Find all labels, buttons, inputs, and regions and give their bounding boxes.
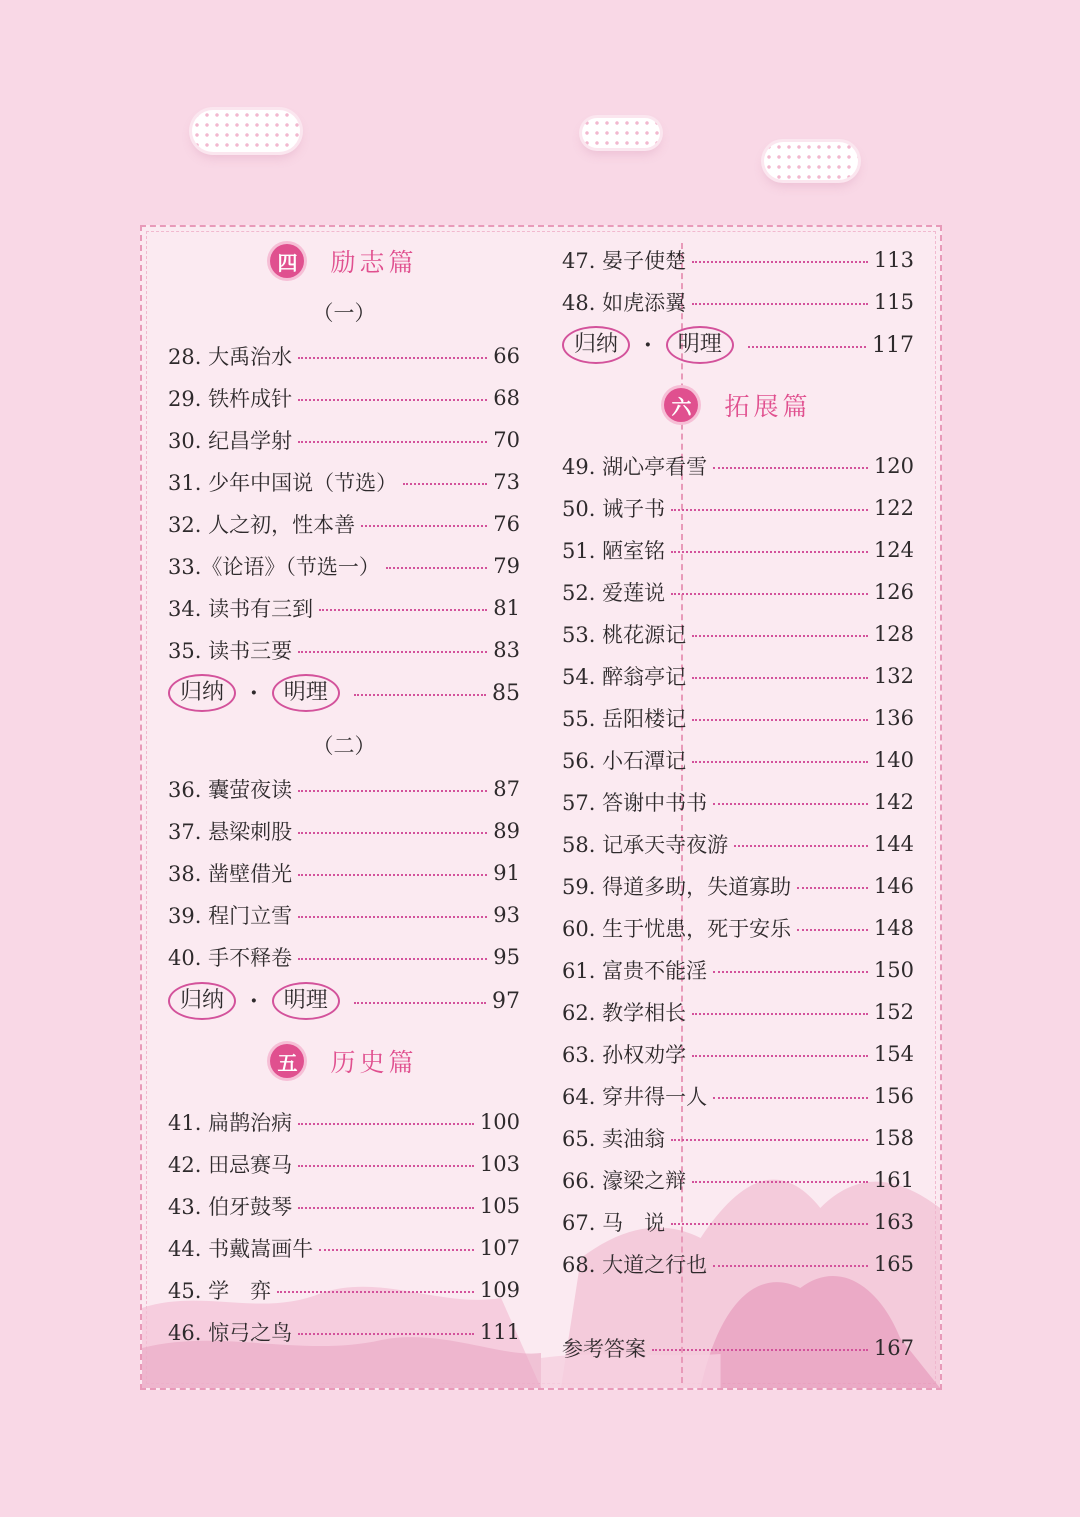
toc-entry[interactable]: 65. 卖油翁 158 — [562, 1126, 914, 1151]
toc-entry[interactable]: 38. 凿壁借光 91 — [168, 861, 520, 886]
toc-entry[interactable]: 29. 铁杵成针 68 — [168, 386, 520, 411]
toc-entry[interactable]: 46. 惊弓之鸟 111 — [168, 1320, 520, 1345]
toc-entry[interactable]: 58. 记承天寺夜游 144 — [562, 832, 914, 857]
toc-entry[interactable]: 53. 桃花源记 128 — [562, 622, 914, 647]
toc-entry[interactable]: 56. 小石潭记 140 — [562, 748, 914, 773]
toc-entry[interactable]: 37. 悬梁刺股 89 — [168, 819, 520, 844]
toc-entry[interactable]: 48. 如虎添翼 115 — [562, 290, 914, 315]
summary-entry[interactable]: 归纳 · 明理 85 — [168, 671, 520, 715]
cloud-decoration — [192, 110, 300, 152]
summary-label-a: 归纳 — [168, 674, 236, 712]
toc-entry[interactable]: 64. 穿井得一人 156 — [562, 1084, 914, 1109]
toc-entry[interactable]: 33.《论语》（节选一） 79 — [168, 554, 520, 579]
section-title: 历史篇 — [330, 1048, 418, 1077]
summary-label-b: 明理 — [272, 674, 340, 712]
toc-entry[interactable]: 43. 伯牙鼓琴 105 — [168, 1194, 520, 1219]
toc-entry-answers[interactable]: 参考答案 167 — [562, 1336, 914, 1361]
toc-entry[interactable]: 49. 湖心亭看雪 120 — [562, 454, 914, 479]
section-header — [168, 239, 520, 283]
toc-entry[interactable]: 68. 大道之行也 165 — [562, 1252, 914, 1277]
subsection-label: （二） — [312, 734, 376, 758]
toc-entry[interactable]: 50. 诫子书 122 — [562, 496, 914, 521]
toc-entry[interactable]: 34. 读书有三到 81 — [168, 596, 520, 621]
toc-entry[interactable]: 31. 少年中国说（节选） 73 — [168, 470, 520, 495]
toc-entry[interactable]: 61. 富贵不能淫 150 — [562, 958, 914, 983]
section-title: 励志篇 — [330, 248, 418, 277]
cloud-decoration — [764, 142, 858, 180]
toc-entry[interactable]: 39. 程门立雪 93 — [168, 903, 520, 928]
summary-label-b: 明理 — [272, 982, 340, 1020]
toc-entry[interactable]: 35. 读书三要 83 — [168, 638, 520, 663]
section-header — [562, 383, 914, 427]
page-number: 97 — [492, 988, 520, 1014]
toc-entry[interactable]: 44. 书戴嵩画牛 107 — [168, 1236, 520, 1261]
toc-entry[interactable]: 36. 囊萤夜读 87 — [168, 777, 520, 802]
toc-entry[interactable]: 60. 生于忧患，死于安乐 148 — [562, 916, 914, 941]
toc-entry[interactable]: 47. 晏子使楚 113 — [562, 248, 914, 273]
toc-entry[interactable]: 62. 教学相长 152 — [562, 1000, 914, 1025]
toc-entry[interactable]: 63. 孙权劝学 154 — [562, 1042, 914, 1067]
toc-entry[interactable]: 30. 纪昌学射 70 — [168, 428, 520, 453]
toc-entry[interactable]: 57. 答谢中书书 142 — [562, 790, 914, 815]
toc-entry[interactable]: 41. 扁鹊治病 100 — [168, 1110, 520, 1135]
cloud-decoration — [582, 118, 660, 148]
page-number: 117 — [872, 332, 914, 358]
summary-entry[interactable]: 归纳 · 明理 117 — [562, 323, 914, 367]
toc-entry[interactable]: 32. 人之初，性本善 76 — [168, 512, 520, 537]
section-number-badge: 六 — [664, 388, 698, 422]
toc-entry[interactable]: 54. 醉翁亭记 132 — [562, 664, 914, 689]
toc-entry[interactable]: 59. 得道多助，失道寡助 146 — [562, 874, 914, 899]
summary-label-b: 明理 — [666, 326, 734, 364]
page-number: 85 — [492, 680, 520, 706]
toc-entry[interactable]: 45. 学 弈 109 — [168, 1278, 520, 1303]
toc-entry[interactable]: 42. 田忌赛马 103 — [168, 1152, 520, 1177]
toc-entry[interactable]: 66. 濠梁之辩 161 — [562, 1168, 914, 1193]
section-header — [168, 1039, 520, 1083]
toc-entry[interactable]: 51. 陋室铭 124 — [562, 538, 914, 563]
summary-entry[interactable]: 归纳 · 明理 97 — [168, 979, 520, 1023]
toc-entry[interactable]: 28. 大禹治水 66 — [168, 344, 520, 369]
toc-entry[interactable]: 40. 手不释卷 95 — [168, 945, 520, 970]
section-title: 拓展篇 — [724, 392, 812, 421]
toc-entry[interactable]: 52. 爱莲说 126 — [562, 580, 914, 605]
summary-label-a: 归纳 — [168, 982, 236, 1020]
toc-panel — [140, 225, 942, 1390]
toc-entry[interactable]: 55. 岳阳楼记 136 — [562, 706, 914, 731]
summary-label-a: 归纳 — [562, 326, 630, 364]
subsection-label: （一） — [312, 301, 376, 325]
toc-entry[interactable]: 67. 马 说 163 — [562, 1210, 914, 1235]
section-number-badge: 五 — [270, 1044, 304, 1078]
section-number-badge: 四 — [270, 244, 304, 278]
